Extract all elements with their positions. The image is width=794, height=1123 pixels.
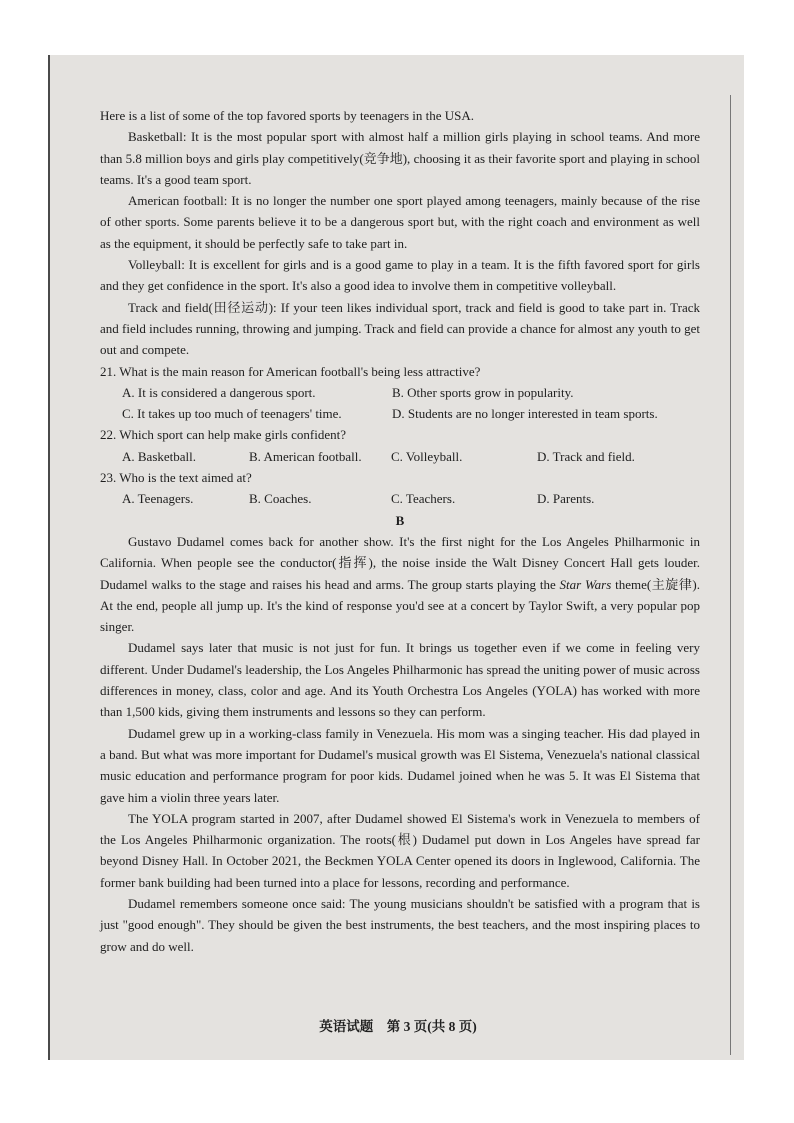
paragraph-b4: The YOLA program started in 2007, after Dudamel showed El Sistema's work in Venezuela to members of the Los Angeles Philharmonic organization. The roots(根) Dudamel put down in Los Angeles have spread far beyond Disney Hall. In October 2021, the Beckmen YOLA Center opened its doors in Inglewood, California. The former bank building had been turned into a place for lessons, recording and performance.: [100, 810, 700, 890]
paragraph-volleyball: Volleyball: It is excellent for girls and is a good game to play in a team. It is the fifth favored sport for girls and they get confidence in the sport. It's also a good idea to involve them in competitive volleyball.: [100, 257, 700, 294]
question-21-options-cd: [100, 403, 700, 424]
question-21: 21. What is the main reason for American football's being less attractive?: [100, 363, 481, 379]
question-22: 22. Which sport can help make girls confident?: [100, 427, 346, 443]
option-21b: B. Other sports grow in popularity.: [392, 384, 574, 400]
option-22b: B. American football.: [249, 448, 362, 464]
option-22d: D. Track and field.: [537, 448, 635, 464]
paragraph-american-football: American football: It is no longer the number one sport played among teenagers, mainly because of the rise of other sports. Some parents believe it to be a dangerous sport but, with the right coach and environment as well as the equipment, it should be perfectly safe to take part in.: [100, 193, 700, 251]
question-23: 23. Who is the text aimed at?: [100, 470, 252, 486]
star-wars-title: Star Wars: [559, 576, 612, 592]
option-21a: A. It is considered a dangerous sport.: [122, 384, 316, 400]
paragraph-b1-end: theme(主旋律). At the end, people all jump up. It's the kind of response you'd see at a concert by Taylor Swift, a very popular pop singer.: [100, 576, 700, 635]
option-23d: D. Parents.: [537, 491, 595, 507]
margin-rule: [730, 95, 731, 1055]
option-21c: C. It takes up too much of teenagers' time.: [122, 406, 342, 422]
page-footer: 英语试题 第 3 页(共 8 页): [319, 1019, 477, 1034]
option-23a: A. Teenagers.: [122, 491, 194, 507]
paragraph-b1: [100, 531, 700, 637]
exam-page: [48, 55, 744, 1060]
option-23c: C. Teachers.: [391, 491, 456, 507]
paragraph-b2: Dudamel says later that music is not just for fun. It brings us together even if we come in feeling very different. Under Dudamel's leadership, the Los Angeles Philharmonic has spread the uniting power of music across differences in money, class, color and age. And its Youth Orchestra Los Angeles (YOLA) has worked with more than 1,500 kids, giving them instruments and lessons so they can perform.: [100, 640, 700, 720]
question-22-options: [100, 446, 700, 467]
option-22c: C. Volleyball.: [391, 448, 463, 464]
intro-text: Here is a list of some of the top favored sports by teenagers in the USA.: [100, 108, 475, 123]
question-21-options: [100, 382, 700, 403]
paragraph-track-and-field: Track and field(田径运动): If your teen likes individual sport, track and field is good to take part in. Track and field includes running, throwing and jumping. Track and field can provide a chance for almost any youth to get out and compete.: [100, 299, 700, 358]
paragraph-b3: Dudamel grew up in a working-class family in Venezuela. His mom was a singing teacher. His dad played in a band. But what was more important for Dudamel's musical growth was El Sistema, Venezuela's national classical music education and performance program for poor kids. Dudamel joined when he was 5. It was El Sistema that gave him a violin three years later.: [100, 725, 700, 805]
question-23-options: [100, 488, 700, 509]
paragraph-b5: Dudamel remembers someone once said: The young musicians shouldn't be satisfied with a program that is just "good enough". They should be given the best instruments, the best teachers, and the most inspiring places to grow and do well.: [100, 895, 700, 954]
section-b-heading: B: [395, 512, 405, 528]
option-22a: A. Basketball.: [122, 448, 197, 464]
paragraph-b1-start: Gustavo Dudamel comes back for another show. It's the first night for the Los Angeles Philharmonic in California. When people see the conductor(指挥), the noise inside the Walt Disney Concert Hall gets louder. Dudamel walks to the stage and raises his head and arms. The group starts playing the: [100, 533, 700, 592]
option-23b: B. Coaches.: [249, 491, 312, 507]
option-21d: D. Students are no longer interested in team sports.: [392, 406, 658, 422]
page-content: [100, 105, 700, 957]
paragraph-basketball: Basketball: It is the most popular sport with almost half a million girls playing in school teams. And more than 5.8 million boys and girls play competitively(竞争地), choosing it as their favorite sport and playing in school teams. It's a good team sport.: [100, 129, 700, 187]
